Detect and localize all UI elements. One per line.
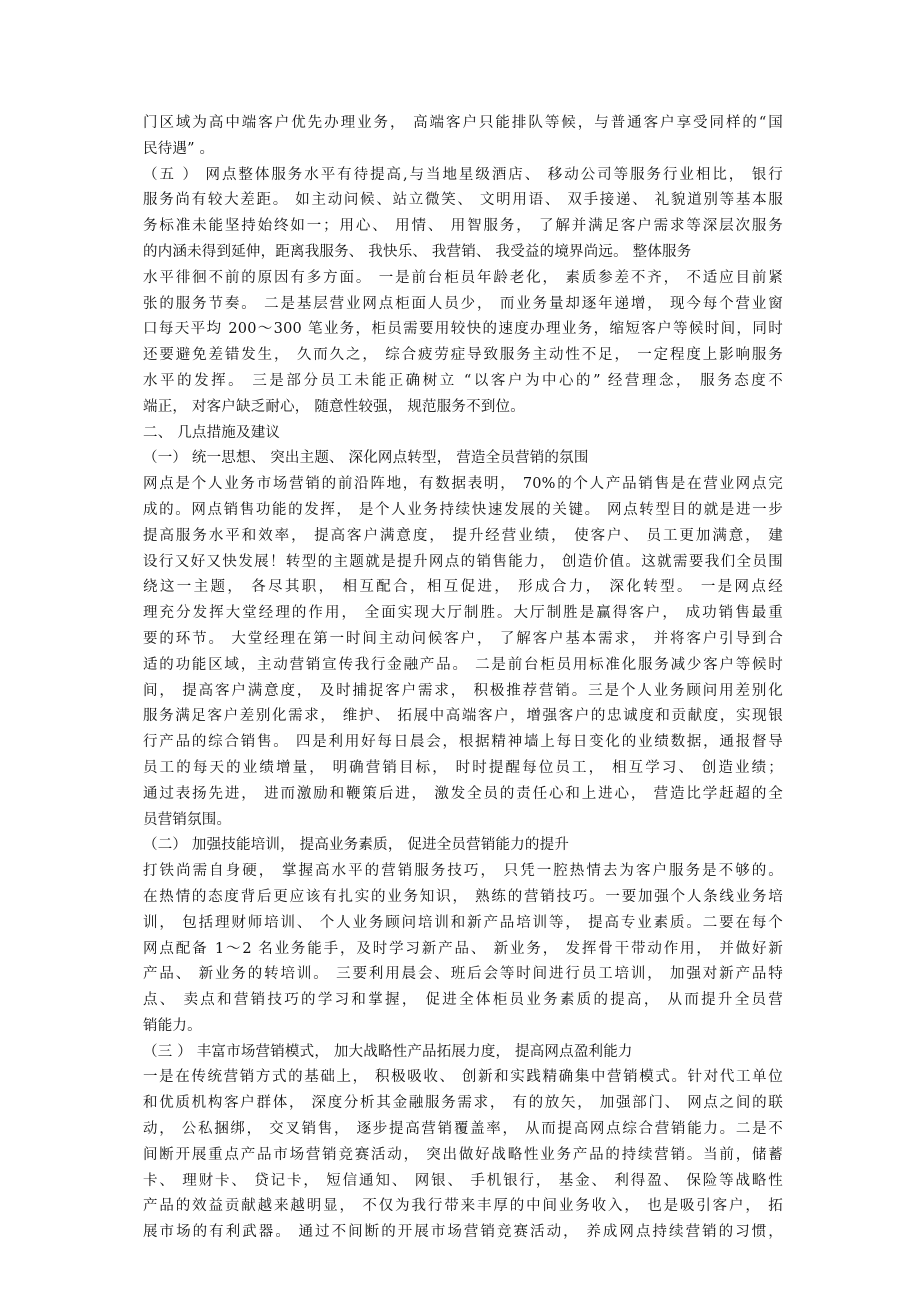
text-line: 成的。网点销售功能的发挥， 是个人业务持续快速发展的关键。 网点转型目的就是进一步 — [143, 501, 783, 518]
text-line: 水平的发挥。 三是部分员工未能正确树立 “以客户为中心的” 经营理念， 服务态度不 — [143, 372, 783, 389]
text-line: 在热情的态度背后更应该有扎实的业务知识， 熟练的营销技巧。一要加强个人条线业务培 — [143, 888, 783, 905]
text-line: （一） 统一思想、 突出主题、 深化网点转型， 营造全员营销的氛围 — [143, 450, 589, 467]
text-line: 适的功能区域，主动营销宣传我行金融产品。 二是前台柜员用标准化服务减少客户等候时 — [143, 656, 783, 673]
text-line: 民待遇” 。 — [143, 140, 215, 157]
text-line: 动， 公私捆绑， 交叉销售， 逐步提高营销覆盖率， 从而提高网点综合营销能力。二是不 — [143, 1121, 783, 1138]
text-line: （三 ） 丰富市场营销模式， 加大战略性产品拓展力度， 提高网点盈利能力 — [143, 1043, 633, 1060]
text-line: 销能力。 — [143, 1017, 202, 1034]
text-line: 张的服务节奏。 二是基层营业网点柜面人员少， 而业务量却逐年递增， 现今每个营业窗 — [143, 295, 783, 312]
text-line: 水平徘徊不前的原因有多方面。 一是前台柜员年龄老化， 素质参差不齐， 不适应目前紧 — [143, 269, 783, 286]
text-line: 员工的每天的业绩增量， 明确营销目标， 时时提醒每位员工， 相互学习、 创造业绩； — [143, 759, 783, 776]
text-line: 训， 包括理财师培训、 个人业务顾问培训和新产品培训等， 提高专业素质。二要在每个 — [143, 914, 783, 931]
text-line: 务标准未能坚持始终如一；用心、 用情、 用智服务， 了解并满足客户需求等深层次服务 — [143, 218, 783, 235]
text-line: 展市场的有利武器。 通过不间断的开展市场营销竞赛活动， 养成网点持续营销的习惯， — [143, 1224, 783, 1241]
text-line: 间断开展重点产品市场营销竞赛活动， 突出做好战略性业务产品的持续营销。当前，储蓄 — [143, 1146, 783, 1163]
text-line: 产品的效益贡献越来越明显， 不仅为我行带来丰厚的中间业务收入， 也是吸引客户， 拓 — [143, 1198, 783, 1215]
text-line: 卡、 理财卡、 贷记卡， 短信通知、 网银、 手机银行， 基金、 利得盈、 保险等战略性 — [143, 1172, 783, 1189]
text-line: 打铁尚需自身硬， 掌握高水平的营销服务技巧， 只凭一腔热情去为客户服务是不够的。 — [143, 863, 783, 880]
text-line: 还要避免差错发生， 久而久之， 综合疲劳症导致服务主动性不足， 一定程度上影响服务 — [143, 347, 783, 364]
text-line: 理充分发挥大堂经理的作用， 全面实现大厅制胜。大厅制胜是赢得客户， 成功销售最重 — [143, 605, 783, 622]
text-line: 端正， 对客户缺乏耐心， 随意性较强， 规范服务不到位。 — [143, 398, 525, 415]
text-line: 和优质机构客户群体， 深度分析其金融服务需求， 有的放矢， 加强部门、 网点之间的联 — [143, 1095, 783, 1112]
text-line: 二、 几点措施及建议 — [143, 424, 281, 441]
text-line: （二） 加强技能培训， 提高业务素质， 促进全员营销能力的提升 — [143, 837, 570, 854]
text-line: （五 ） 网点整体服务水平有待提高,与当地星级酒店、 移动公司等服务行业相比， 银行 — [143, 166, 783, 183]
text-line: 设行又好又快发展！转型的主题就是提升网点的销售能力， 创造价值。这就需要我们全员围 — [143, 553, 783, 570]
text-line: 提高服务水平和效率， 提高客户满意度， 提升经营业绩， 使客户、 员工更加满意， 建 — [143, 527, 783, 544]
text-line: 一是在传统营销方式的基础上， 积极吸收、 创新和实践精确集中营销模式。针对代工单位 — [143, 1069, 783, 1086]
document-body — [143, 111, 783, 1246]
text-line: 服务满足客户差别化需求， 维护、 拓展中高端客户，增强客户的忠诚度和贡献度，实现银 — [143, 708, 783, 725]
text-line: 的内涵未得到延伸，距离我服务、 我快乐、 我营销、 我受益的境界尚远。 整体服务 — [143, 243, 692, 260]
text-line: 通过表扬先进， 进而激励和鞭策后进， 激发全员的责任心和上进心， 营造比学赶超的全 — [143, 785, 783, 802]
text-line: 门区域为高中端客户优先办理业务， 高端客户只能排队等候，与普通客户享受同样的“国 — [143, 115, 783, 131]
text-line: 服务尚有较大差距。 如主动问候、站立微笑、 文明用语、 双手接递、 礼貌道别等基本服 — [143, 192, 783, 209]
text-line: 产品、 新业务的转培训。 三要利用晨会、班后会等时间进行员工培训， 加强对新产品特 — [143, 966, 783, 983]
text-line: 网点配备 1～2 名业务能手，及时学习新产品、 新业务， 发挥骨干带动作用， 并做好新 — [143, 940, 783, 957]
text-line: 口每天平均 200～300 笔业务，柜员需要用较快的速度办理业务，缩短客户等候时间，同时 — [143, 321, 783, 338]
text-line: 要的环节。 大堂经理在第一时间主动问候客户， 了解客户基本需求， 并将客户引导到合 — [143, 630, 783, 647]
text-line: 点、 卖点和营销技巧的学习和掌握， 促进全体柜员业务素质的提高， 从而提升全员营 — [143, 992, 783, 1009]
text-line: 网点是个人业务市场营销的前沿阵地，有数据表明， 70%的个人产品销售是在营业网点完 — [143, 476, 783, 493]
text-line: 绕这一主题， 各尽其职， 相互配合，相互促进， 形成合力， 深化转型。 一是网点经 — [143, 579, 783, 596]
text-line: 行产品的综合销售。 四是利用好每日晨会，根据精神墙上每日变化的业绩数据，通报督导 — [143, 734, 783, 751]
text-line: 间， 提高客户满意度， 及时捕捉客户需求， 积极推荐营销。三是个人业务顾问用差别化 — [143, 682, 783, 699]
text-line: 员营销氛围。 — [143, 811, 232, 828]
